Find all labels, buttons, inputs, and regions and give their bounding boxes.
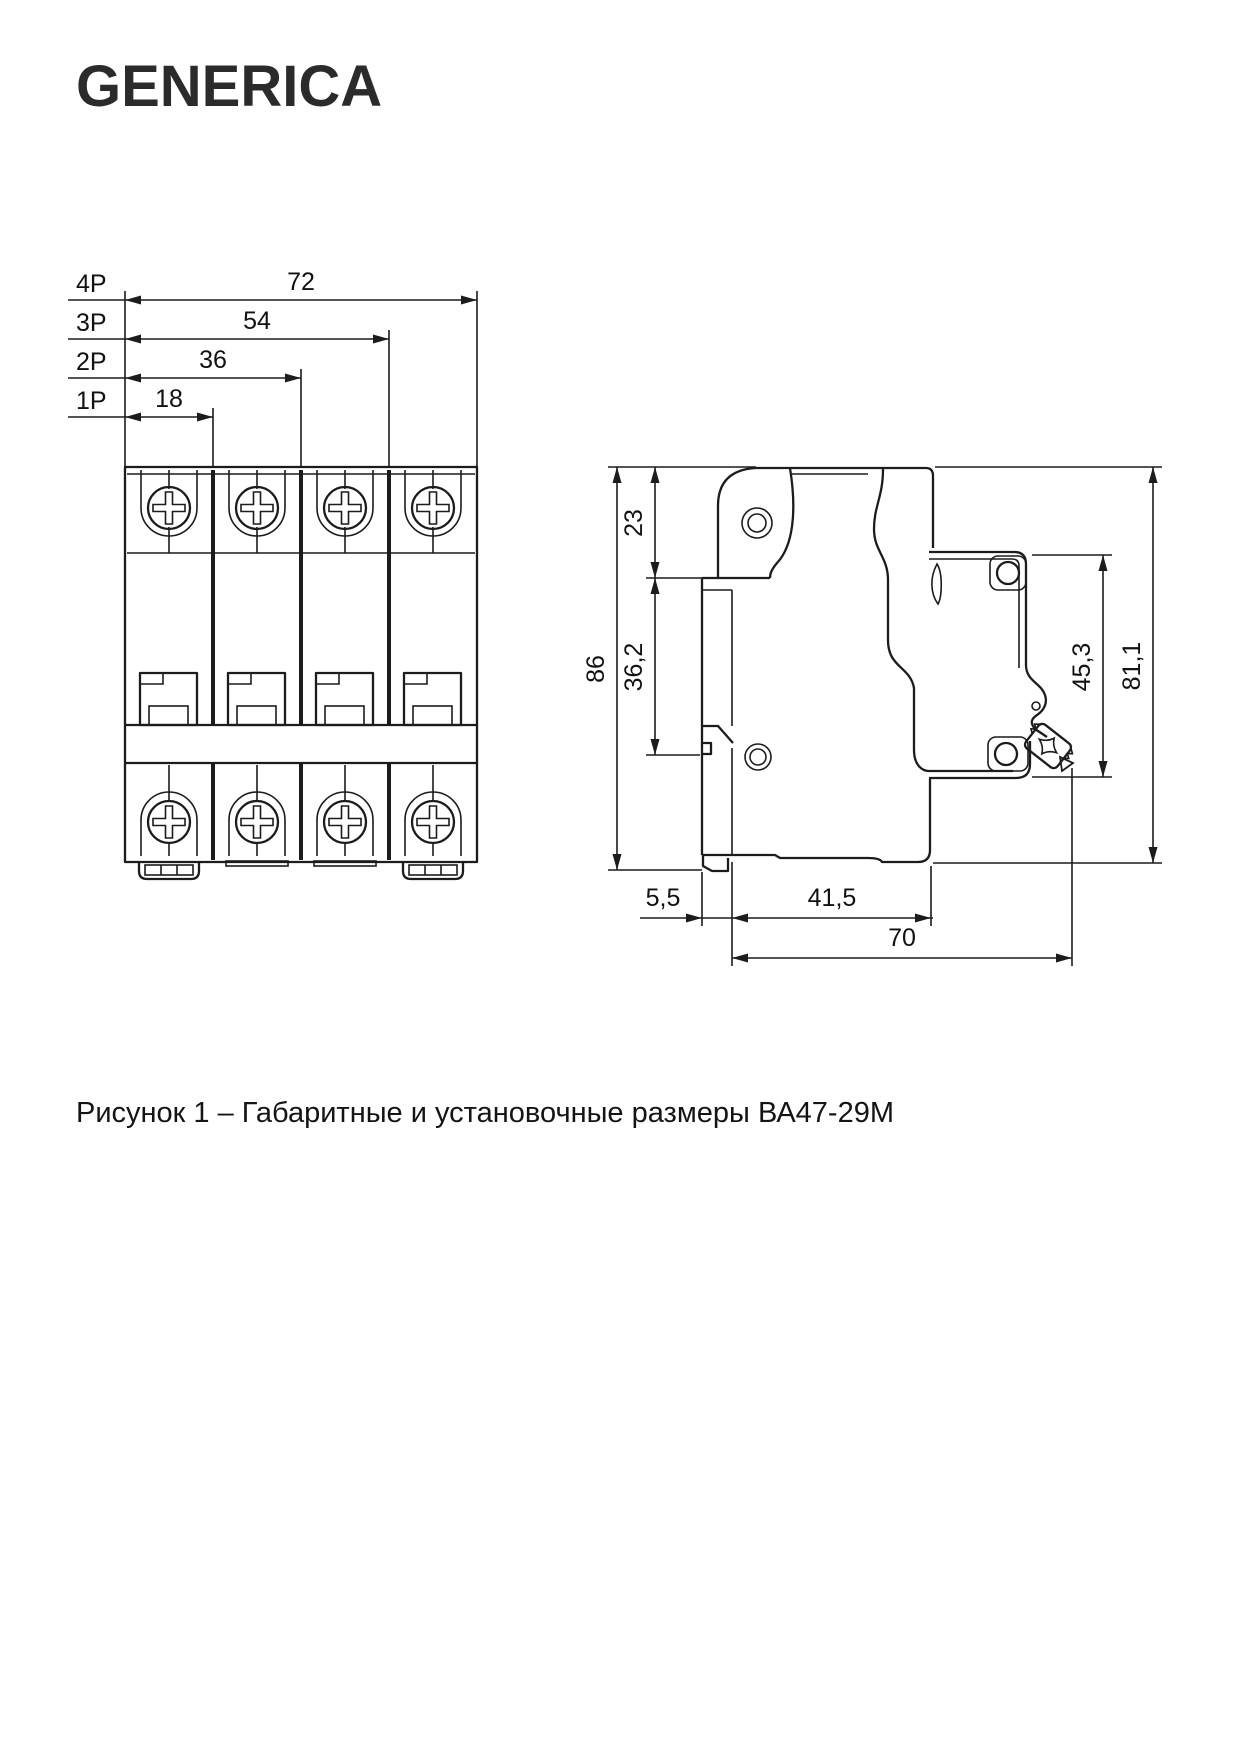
module-3	[303, 470, 387, 856]
crossbar-band	[125, 725, 477, 763]
dim-45-3: 45,3	[1068, 642, 1096, 692]
din-tab-right	[403, 861, 463, 879]
generica-logo: GENERICA	[76, 54, 383, 119]
module-1	[127, 470, 211, 856]
dim-41-5: 41,5	[807, 884, 857, 912]
dim-72: 72	[287, 268, 315, 296]
module-2	[215, 470, 299, 856]
side-bottom-edge	[702, 779, 930, 862]
side-top-edge	[756, 468, 933, 548]
figure-caption: Рисунок 1 – Габаритные и установочные размеры ВА47-29М	[76, 1097, 894, 1129]
handle-lever	[929, 552, 1047, 737]
side-dimensions	[582, 467, 1162, 966]
module-4	[391, 470, 475, 856]
lower-screw-hole	[745, 744, 771, 770]
dim-86: 86	[582, 655, 610, 683]
dim-18: 18	[155, 385, 183, 413]
module-separators	[213, 470, 389, 860]
mold-slot	[932, 564, 941, 604]
pole-label-1p: 1P	[76, 387, 107, 415]
front-contour	[874, 469, 929, 771]
dim-23: 23	[620, 509, 648, 537]
bottom-lip-2	[226, 861, 288, 866]
terminal-screw-hole	[742, 508, 772, 538]
front-view	[68, 268, 477, 879]
pole-label-2p: 2P	[76, 348, 107, 376]
din-tab-left	[139, 861, 199, 879]
dim-70: 70	[888, 924, 916, 952]
dim-81-1: 81,1	[1118, 641, 1146, 691]
dim-36-2: 36,2	[620, 642, 648, 692]
pole-label-3p: 3P	[76, 309, 107, 337]
dim-36: 36	[199, 346, 227, 374]
dim-5-5: 5,5	[645, 884, 681, 912]
din-hook	[702, 726, 733, 754]
bottom-lip-3	[314, 861, 376, 866]
pole-label-4p: 4P	[76, 270, 107, 298]
terminal-block	[718, 468, 756, 578]
dim-54: 54	[243, 307, 271, 335]
front-dimensions	[68, 268, 477, 467]
side-view	[582, 467, 1162, 966]
lever-pivot-dot	[1032, 702, 1040, 710]
lower-flange-hole	[995, 743, 1017, 765]
back-bottom-tab	[703, 855, 728, 871]
upper-flange-hole	[997, 562, 1019, 584]
